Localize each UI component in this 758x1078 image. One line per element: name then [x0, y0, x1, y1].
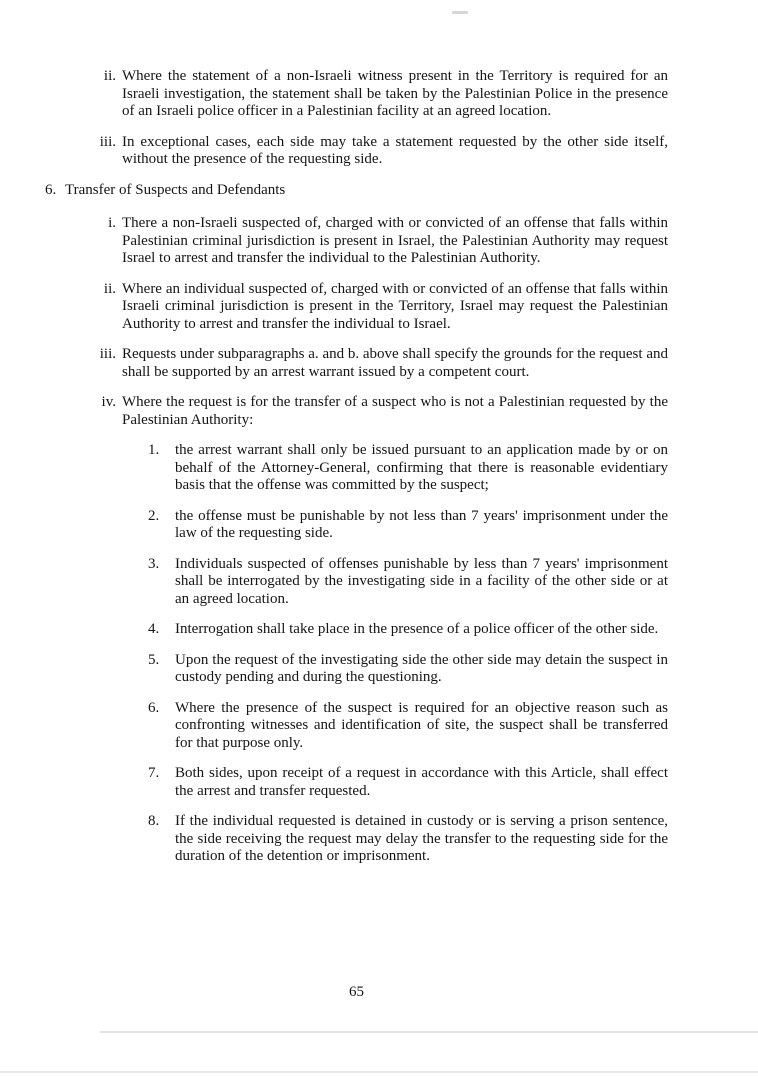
item-text: Where the statement of a non-Israeli witness present in the Territory is required for an Israeli investigation, the statement shall be taken by the Palestinian Police in the presence of an Israeli police officer in a Palestinian facility at an agreed location. — [122, 68, 668, 119]
item-label: i. — [108, 215, 116, 231]
list-item — [95, 134, 668, 169]
item-text: Requests under subparagraphs a. and b. above shall specify the grounds for the request and shall be supported by an arrest warrant issued by a competent court. — [122, 346, 668, 380]
item-label: ii. — [103, 68, 116, 84]
item-text: the arrest warrant shall only be issued pursuant to an application made by or on behalf of the Attorney-General, confirming that there is reasonable evidentiary basis that the offense was committed by the suspect; — [175, 442, 668, 493]
list-item — [95, 68, 668, 121]
item-label: 8. — [148, 813, 160, 829]
item-label: 4. — [148, 621, 160, 637]
scan-artifact — [0, 1071, 758, 1073]
item-text: Where an individual suspected of, charged with or convicted of an offense that falls within Israeli criminal jurisdiction is present in the Territory, Israel may request the Palestinian Authority to arrest and transfer the individual to Israel. — [122, 280, 668, 332]
document-body — [45, 68, 668, 879]
list-item — [148, 556, 668, 609]
item-text: Transfer of Suspects and Defendants — [65, 181, 286, 198]
list-item — [148, 621, 668, 639]
item-text: There a non-Israeli suspected of, charged with or convicted of an offense that falls within Palestinian criminal jurisdiction is present in Israel, the Palestinian Authority may request Israel to arrest and transfer the individual to the Palestinian Authority. — [122, 215, 668, 266]
page-number: 65 — [349, 984, 364, 1000]
list-item — [95, 346, 668, 381]
list-item — [148, 442, 668, 495]
list-item — [95, 394, 668, 429]
scan-artifact — [100, 1031, 758, 1033]
item-text: Interrogation shall take place in the presence of a police officer of the other side. — [175, 621, 659, 637]
list-item — [148, 652, 668, 687]
item-label: 3. — [148, 555, 160, 572]
list-item — [148, 700, 668, 753]
item-label: 2. — [148, 507, 160, 524]
item-label: 7. — [148, 765, 160, 781]
item-label: 5. — [148, 651, 160, 668]
item-text: If the individual requested is detained in custody or is serving a prison sentence, the side receiving the request may delay the transfer to the requesting side for the duration of the detention or imprisonment. — [175, 813, 668, 864]
item-text: Where the request is for the transfer of a suspect who is not a Palestinian requested by the Palestinian Authority: — [122, 394, 668, 428]
list-item — [148, 813, 668, 866]
item-label: ii. — [103, 280, 116, 297]
item-label: 6. — [45, 181, 57, 198]
list-item — [148, 508, 668, 543]
item-label: 6. — [148, 699, 160, 716]
item-text: Both sides, upon receipt of a request in accordance with this Article, shall effect the arrest and transfer requested. — [175, 765, 668, 799]
item-text: Where the presence of the suspect is required for an objective reason such as confronting witnesses and identification of site, the suspect shall be transferred for that purpose only. — [175, 699, 668, 751]
list-item — [95, 281, 668, 334]
item-label: iii. — [99, 346, 116, 362]
item-text: the offense must be punishable by not less than 7 years' imprisonment under the law of the requesting side. — [175, 507, 668, 541]
scan-artifact — [452, 11, 468, 14]
item-text: Individuals suspected of offenses punishable by less than 7 years' imprisonment shall be interrogated by the investigating side in a facility of the other side or at an agreed location. — [175, 555, 668, 607]
item-text: Upon the request of the investigating side the other side may detain the suspect in custody pending and during the questioning. — [175, 651, 668, 685]
item-label: iv. — [101, 394, 116, 410]
list-item — [148, 765, 668, 800]
item-label: iii. — [99, 133, 116, 150]
list-item — [95, 215, 668, 268]
section-heading — [45, 182, 668, 200]
item-label: 1. — [148, 442, 160, 458]
item-text: In exceptional cases, each side may take a statement requested by the other side itself, without the presence of the requesting side. — [122, 133, 668, 167]
